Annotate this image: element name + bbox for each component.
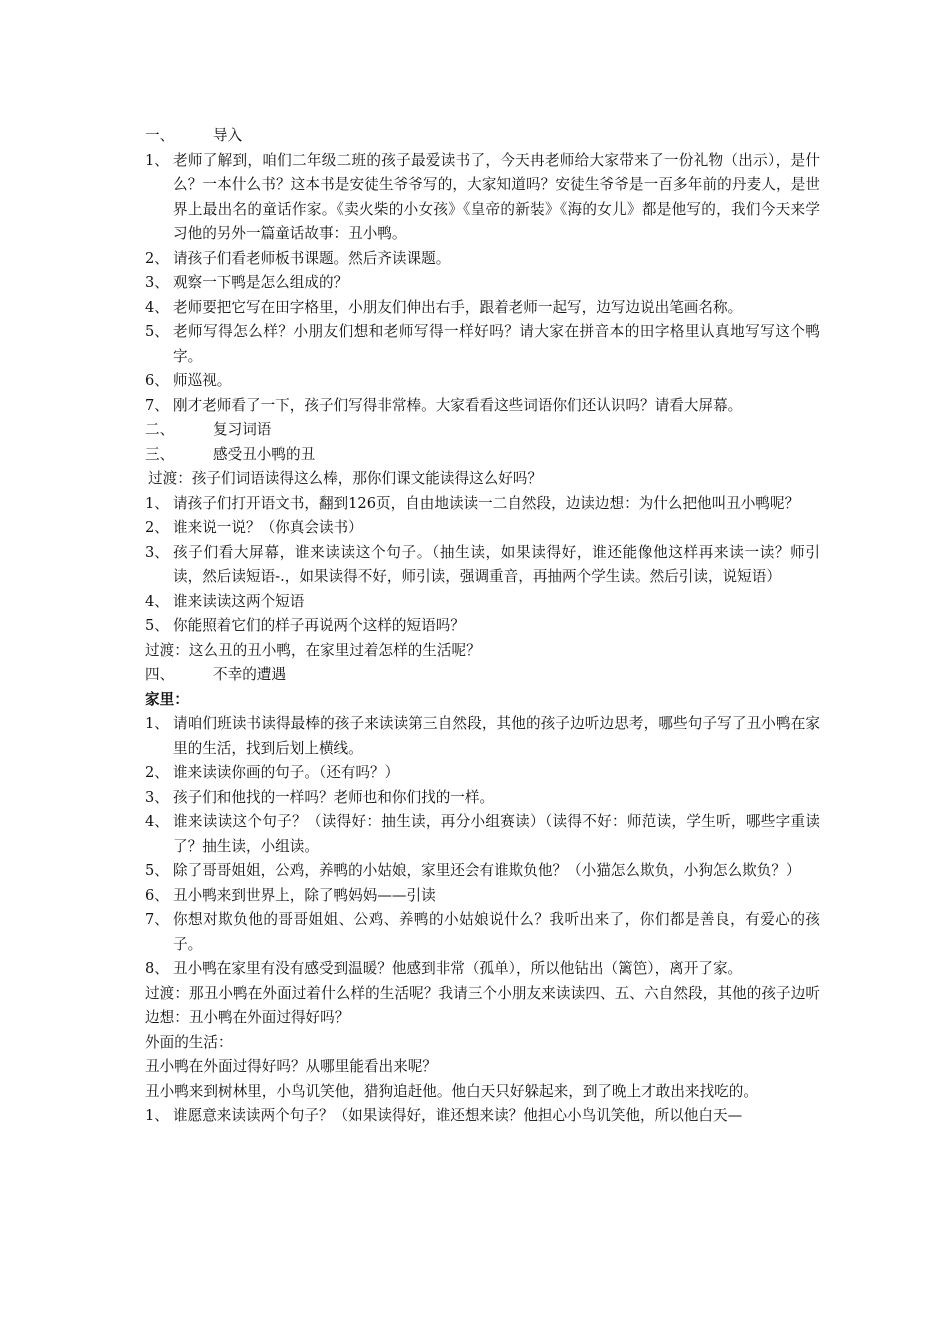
- list-item: 5、 老师写得怎么样？小朋友们想和老师写得一样好吗？请大家在拼音本的田字格里认真地写写这个鸭字。: [145, 323, 820, 365]
- section-heading-1: 一、 导入: [145, 127, 243, 144]
- transition-text: 过渡：那丑小鸭在外面过着什么样的生活呢？我请三个小朋友来读读四、五、六自然段，其他的孩子边听边想：丑小鸭在外面过得好吗？: [145, 984, 820, 1026]
- list-item: 8、 丑小鸭在家里有没有感受到温暖？他感到非常（孤单），所以他钻出（篱笆），离开了家。: [145, 960, 743, 977]
- section-heading-2: 二、 复习词语: [145, 421, 272, 438]
- list-item: 5、 除了哥哥姐姐，公鸡，养鸭的小姑娘，家里还会有谁欺负他？（小猫怎么欺负，小狗怎么欺负？）: [145, 862, 801, 879]
- list-item: 2、 请孩子们看老师板书课题。然后齐读课题。: [145, 249, 451, 267]
- list-item: 1、 谁愿意来读读两个句子？（如果读得好，谁还想来读？他担心小鸟讥笑他，所以他白天—: [145, 1107, 743, 1124]
- list-item: 5、 你能照着它们的样子再说两个这样的短语吗？: [145, 617, 465, 634]
- section-heading-3: 三、 感受丑小鸭的丑: [145, 445, 316, 463]
- subheading-home: 家里：: [145, 690, 189, 708]
- list-item: 6、 丑小鸭来到世界上，除了鸭妈妈——引读: [145, 886, 436, 904]
- paragraph: 丑小鸭在外面过得好吗？从哪里能看出来呢？: [145, 1058, 437, 1075]
- section-heading-4: 四、 不幸的遭遇: [145, 666, 286, 683]
- list-item: 2、 谁来说一说？（你真会读书）: [145, 519, 363, 536]
- paragraph: 丑小鸭来到树林里，小鸟讥笑他，猎狗追赶他。他白天只好躲起来，到了晚上才敢出来找吃的。: [145, 1082, 758, 1100]
- list-item: 7、 你想对欺负他的哥哥姐姐、公鸡、养鸭的小姑娘说什么？我听出来了，你们都是善良，有爱心的孩子。: [145, 911, 820, 953]
- subheading-outside: 外面的生活：: [145, 1033, 233, 1051]
- transition-text: 过渡：孩子们词语读得这么棒，那你们课文能读得这么好吗？: [148, 470, 543, 487]
- list-item: 1、 请咱们班读书读得最棒的孩子来读读第三自然段，其他的孩子边听边思考，哪些句子写了丑小鸭在家里的生活，找到后划上横线。: [145, 715, 820, 757]
- list-item: 3、 观察一下鸭是怎么组成的？: [145, 274, 349, 291]
- list-item: 3、 孩子们和他找的一样吗？老师也和你们找的一样。: [145, 788, 495, 806]
- list-item: 6、 师巡视。: [145, 372, 232, 389]
- list-item: 4、 老师要把它写在田字格里，小朋友们伸出右手，跟着老师一起写，边写边说出笔画名称。: [145, 298, 743, 316]
- transition-text: 过渡：这么丑的丑小鸭，在家里过着怎样的生活呢？: [145, 641, 481, 659]
- list-item: 4、 谁来读读这两个短语: [145, 592, 305, 610]
- document-page: [145, 124, 820, 1129]
- list-item: 2、 谁来读读你画的句子。（还有吗？）: [145, 764, 400, 781]
- list-item: 1、 老师了解到，咱们二年级二班的孩子最爱读书了，今天冉老师给大家带来了一份礼物（出示），是什么？一本什么书？这本书是安徒生爷爷写的，大家知道吗？安徒生爷爷是一百多年前的丹麦人，是世界上最出名的童话作家。《卖火柴的小女孩》《皇帝的新装》《海的女儿》都是他写的，我们今天来学习他的另外一篇童话故事：丑小鸭。: [145, 151, 820, 242]
- list-item: 4、 谁来读读这个句子？（读得好：抽生读，再分小组赛读）（读得不好：师范读，学生听，哪些字重读了？抽生读，小组读。: [145, 813, 820, 855]
- list-item: 7、 刚才老师看了一下，孩子们写得非常棒。大家看看这些词语你们还认识吗？请看大屏幕。: [145, 396, 743, 414]
- list-item: 1、 请孩子们打开语文书，翻到126页，自由地读读一二自然段，边读边想：为什么把他叫丑小鸭呢？: [145, 494, 800, 512]
- list-item: 3、 孩子们看大屏幕，谁来读读这个句子。（抽生读，如果读得好，谁还能像他这样再来读一读？师引读，然后读短语-.，如果读得不好，师引读，强调重音，再抽两个学生读。然后引读，说短语）: [145, 543, 820, 585]
